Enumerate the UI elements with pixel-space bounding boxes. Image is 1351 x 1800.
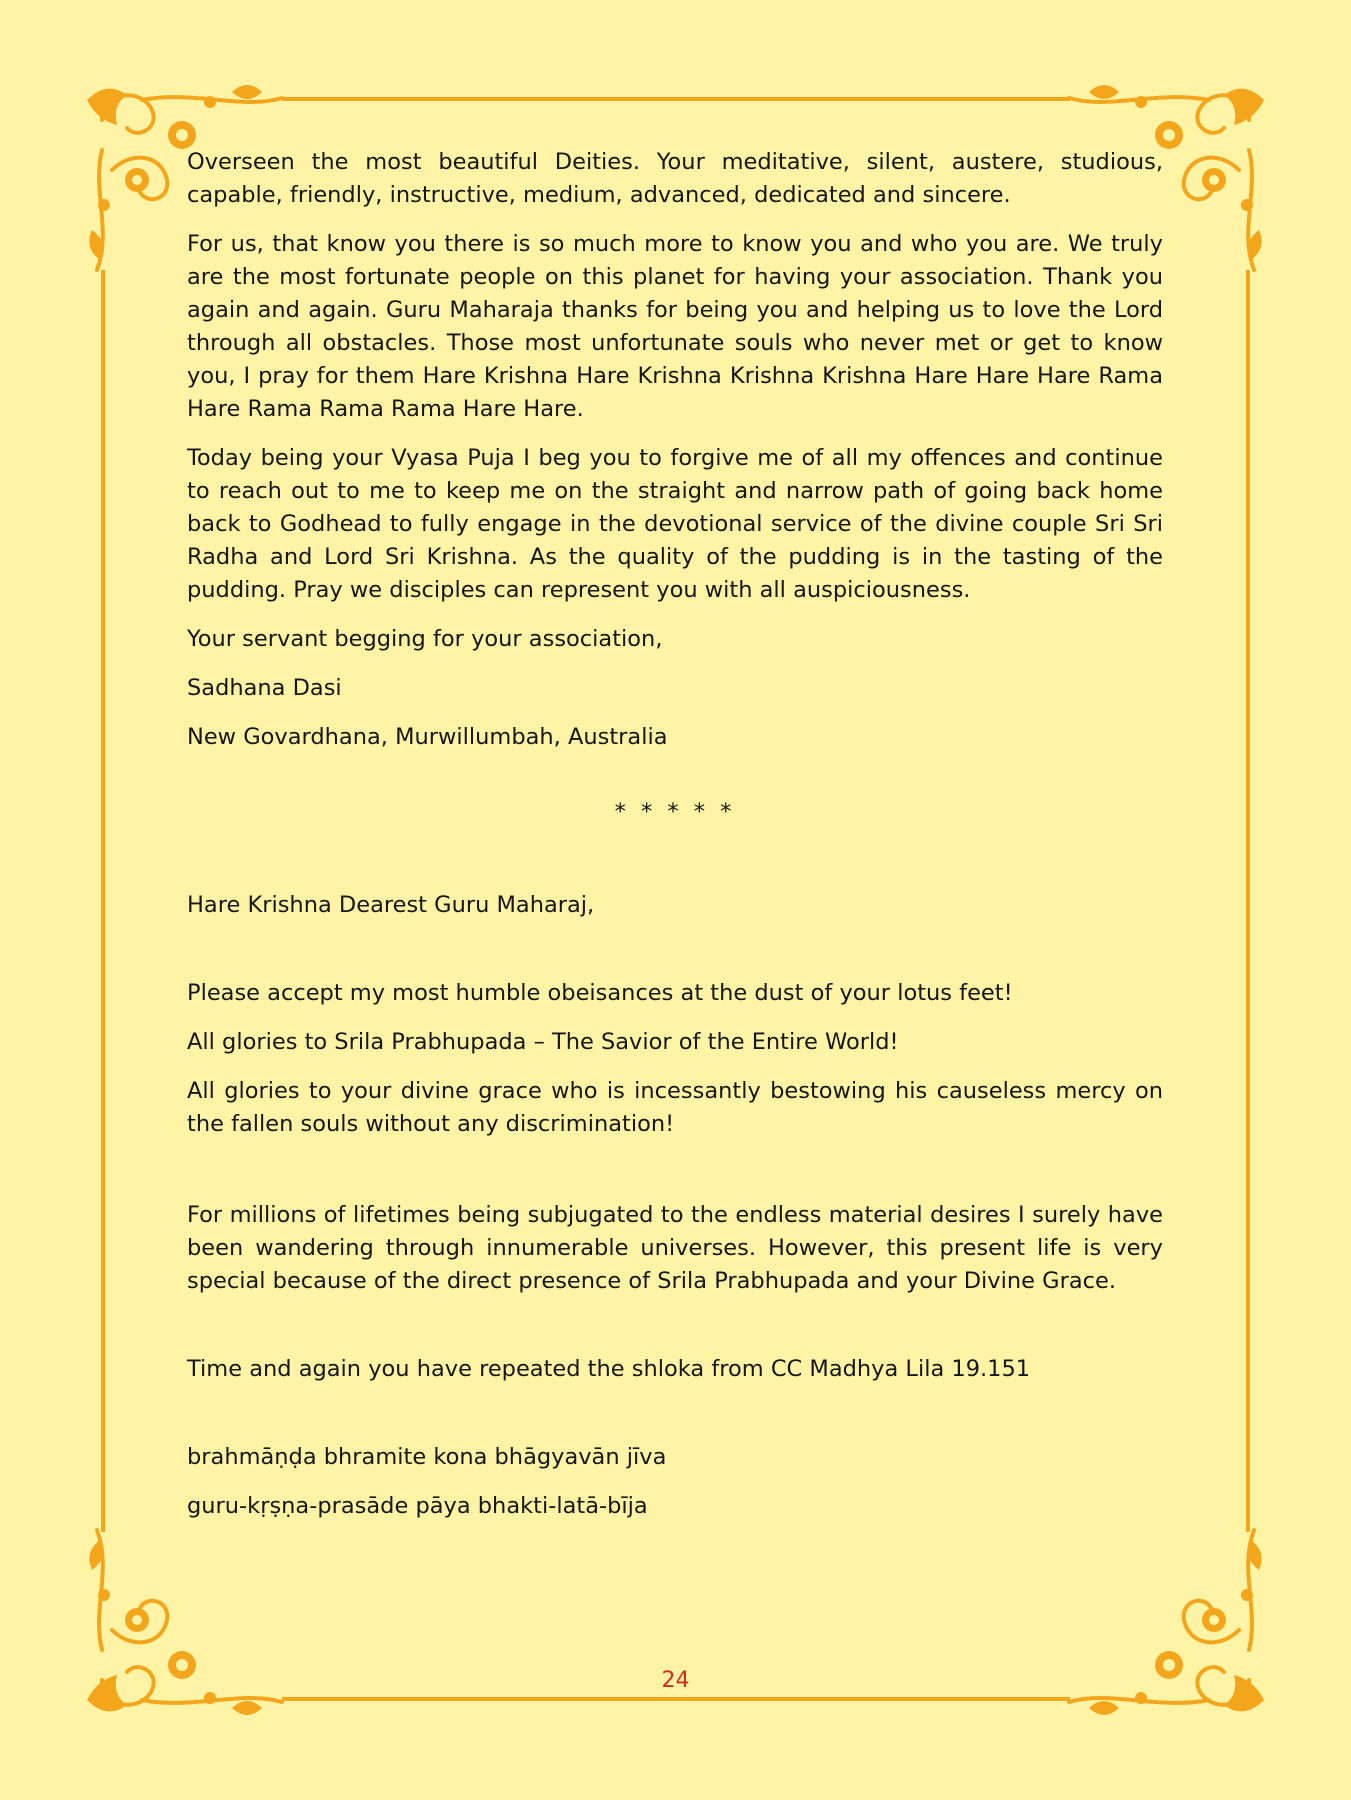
letter1-signature-location: New Govardhana, Murwillumbah, Australia	[187, 724, 668, 750]
letter1-paragraph-1: Overseen the most beautiful Deities. Your meditative, silent, austere, studious, capable, friendly, instructive, medium, advanced, dedicated and sincere.	[187, 149, 1163, 208]
letter2-paragraph-1: For millions of lifetimes being subjugated to the endless material desires I surely have been wandering through innumerable universes. However, this present life is very special because of the direct presence of Srila Prabhupada and your Divine Grace.	[187, 1202, 1163, 1294]
frame-top-border	[282, 97, 1070, 101]
letter2-paragraph-2: Time and again you have repeated the shloka from CC Madhya Lila 19.151	[187, 1356, 1031, 1382]
section-separator: * * * * *	[614, 799, 736, 825]
letter2-salutation: Hare Krishna Dearest Guru Maharaj,	[187, 892, 595, 918]
letter1-paragraph-2: For us, that know you there is so much more to know you and who you are. We truly are the most fortunate people on this planet for having your association. Thank you again and again. Guru Maharaja thanks for being you and helping us to love the Lord through all obstacles. Those most unfortunate souls who never met or get to know you, I pray for them Hare Krishna Hare Krishna Krishna Krishna Hare Hare Hare Rama Hare Rama Rama Rama Hare Hare.	[187, 231, 1163, 422]
document-body	[187, 146, 1163, 1539]
frame-left-border	[101, 270, 105, 1532]
letter1-paragraph-3: Today being your Vyasa Puja I beg you to forgive me of all my offences and continue to reach out to me to keep me on the straight and narrow path of going back home back to Godhead to fully engage in the devotional service of the divine couple Sri Sri Radha and Lord Sri Krishna. As the quality of the pudding is in the tasting of the pudding. Pray we disciples can represent you with all auspiciousness.	[187, 445, 1163, 603]
frame-bottom-border	[282, 1697, 1070, 1701]
page-number: 24	[661, 1668, 690, 1693]
frame-right-border	[1246, 270, 1250, 1532]
letter2-glories-prabhupada: All glories to Srila Prabhupada – The Savior of the Entire World!	[187, 1029, 899, 1055]
letter1-closing: Your servant begging for your association,	[187, 626, 663, 652]
letter2-glories-guru: All glories to your divine grace who is incessantly bestowing his causeless mercy on the fallen souls without any discrimination!	[187, 1078, 1163, 1137]
verse-line-2: guru-kṛṣṇa-prasāde pāya bhakti-latā-bīja	[187, 1493, 648, 1519]
letter2-obeisances: Please accept my most humble obeisances at the dust of your lotus feet!	[187, 980, 1013, 1006]
verse-line-1: brahmāṇḍa bhramite kona bhāgyavān jīva	[187, 1444, 667, 1470]
letter1-signature-name: Sadhana Dasi	[187, 675, 342, 701]
